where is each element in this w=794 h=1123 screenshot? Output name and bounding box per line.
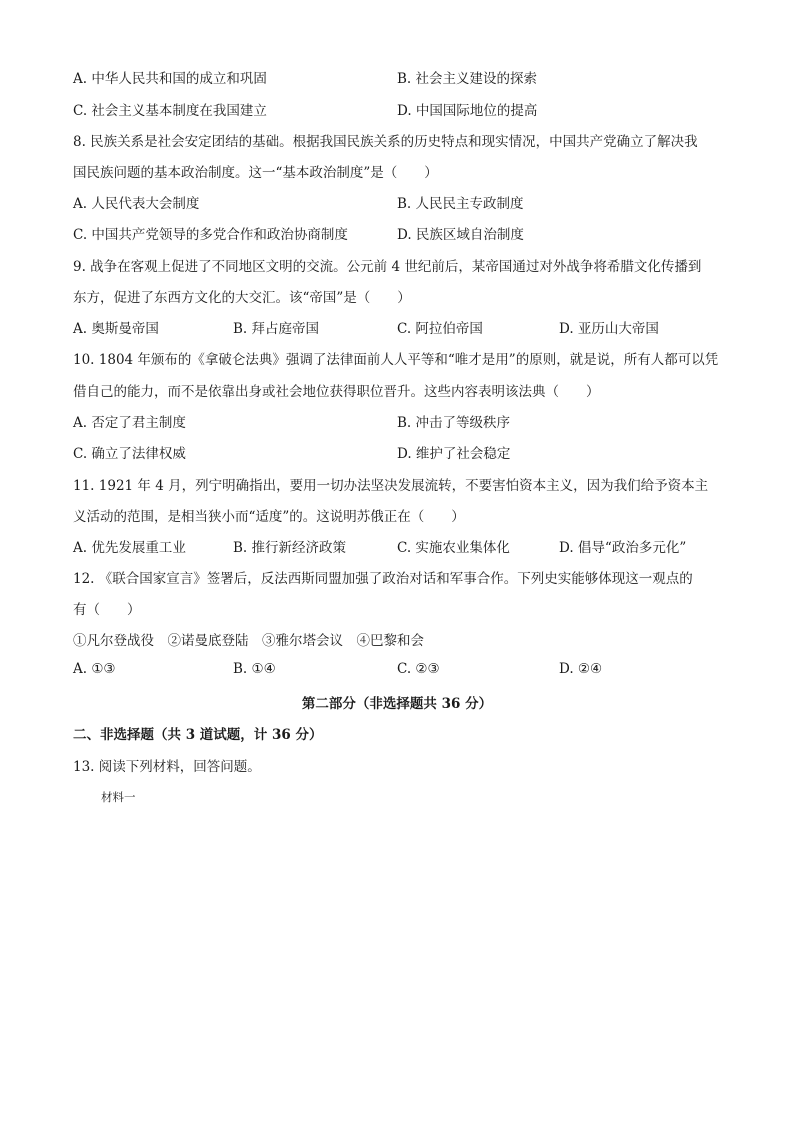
part-two-title: 第二部分（非选择题共 36 分） — [301, 696, 493, 712]
q10-option-a[interactable]: A. 否定了君主制度 — [73, 415, 186, 431]
q11-stem-line-2: 义活动的范围，是相当狭小而“适度”的。这说明苏俄正在（ ） — [73, 509, 465, 525]
section-two-heading: 二、非选择题（共 3 道试题，计 36 分） — [73, 727, 323, 743]
q9-option-c[interactable]: C. 阿拉伯帝国 — [397, 321, 483, 337]
q8-option-b[interactable]: B. 人民民主专政制度 — [397, 196, 524, 212]
q11-option-b[interactable]: B. 推行新经济政策 — [233, 540, 347, 556]
q10-stem-line-1: 10. 1804 年颁布的《拿破仑法典》强调了法律面前人人平等和“唯才是用”的原则，就是说，所有人都可以凭 — [73, 352, 719, 368]
q7-option-a[interactable]: A. 中华人民共和国的成立和巩固 — [73, 71, 267, 87]
q9-option-d[interactable]: D. 亚历山大帝国 — [559, 321, 659, 337]
q9-stem-line-1: 9. 战争在客观上促进了不同地区文明的交流。公元前 4 世纪前后，某帝国通过对外战争将希腊文化传播到 — [73, 259, 702, 275]
q8-options-row-1 — [73, 192, 733, 212]
q7-option-c[interactable]: C. 社会主义基本制度在我国建立 — [73, 103, 267, 119]
q11-option-c[interactable]: C. 实施农业集体化 — [397, 540, 510, 556]
q12-option-d[interactable]: D. ②④ — [559, 661, 603, 677]
q11-option-a[interactable]: A. 优先发展重工业 — [73, 540, 186, 556]
q12-stem-line-1: 12. 《联合国家宣言》签署后，反法西斯同盟加强了政治对话和军事合作。下列史实能够体现这一观点的 — [73, 571, 693, 587]
q9-options-row — [73, 317, 733, 337]
q8-options-row-2 — [73, 223, 733, 243]
q7-option-b[interactable]: B. 社会主义建设的探索 — [397, 71, 538, 87]
q12-options-row — [73, 661, 733, 681]
q8-option-c[interactable]: C. 中国共产党领导的多党合作和政治协商制度 — [73, 227, 348, 243]
q12-items: ①凡尔登战役 ②诺曼底登陆 ③雅尔塔会议 ④巴黎和会 — [73, 633, 424, 649]
q10-option-d[interactable]: D. 维护了社会稳定 — [397, 446, 511, 462]
q8-option-a[interactable]: A. 人民代表大会制度 — [73, 196, 200, 212]
q7-options-row-1 — [73, 67, 733, 87]
q11-options-row — [73, 536, 733, 556]
q12-option-b[interactable]: B. ①④ — [233, 661, 276, 677]
q9-option-a[interactable]: A. 奥斯曼帝国 — [73, 321, 159, 337]
q9-stem-line-2: 东方，促进了东西方文化的大交汇。该“帝国”是（ ） — [73, 290, 411, 306]
q12-stem-line-2: 有（ ） — [73, 602, 141, 618]
q9-option-b[interactable]: B. 拜占庭帝国 — [233, 321, 320, 337]
q11-stem-line-1: 11. 1921 年 4 月，列宁明确指出，要用一切办法坚决发展流转，不要害怕资本主义，因为我们给予资本主 — [73, 478, 709, 494]
q10-option-b[interactable]: B. 冲击了等级秩序 — [397, 415, 511, 431]
q10-option-c[interactable]: C. 确立了法律权威 — [73, 446, 186, 462]
q12-option-a[interactable]: A. ①③ — [73, 661, 116, 677]
q11-option-d[interactable]: D. 倡导“政治多元化” — [559, 540, 687, 556]
q7-options-row-2 — [73, 99, 733, 119]
q12-option-c[interactable]: C. ②③ — [397, 661, 440, 677]
q7-option-d[interactable]: D. 中国国际地位的提高 — [397, 103, 538, 119]
q8-stem-line-2: 国民族问题的基本政治制度。这一“基本政治制度”是（ ） — [73, 165, 438, 181]
q8-option-d[interactable]: D. 民族区域自治制度 — [397, 227, 524, 243]
q10-options-row-1 — [73, 411, 733, 431]
q13-material-label: 材料一 — [101, 790, 136, 804]
q8-stem-line-1: 8. 民族关系是社会安定团结的基础。根据我国民族关系的历史特点和现实情况，中国共产党确立了解决我 — [73, 134, 698, 150]
q13-stem: 13. 阅读下列材料，回答问题。 — [73, 759, 261, 775]
q10-options-row-2 — [73, 442, 733, 462]
q10-stem-line-2: 借自己的能力，而不是依靠出身或社会地位获得职位晋升。这些内容表明该法典（ ） — [73, 384, 600, 400]
